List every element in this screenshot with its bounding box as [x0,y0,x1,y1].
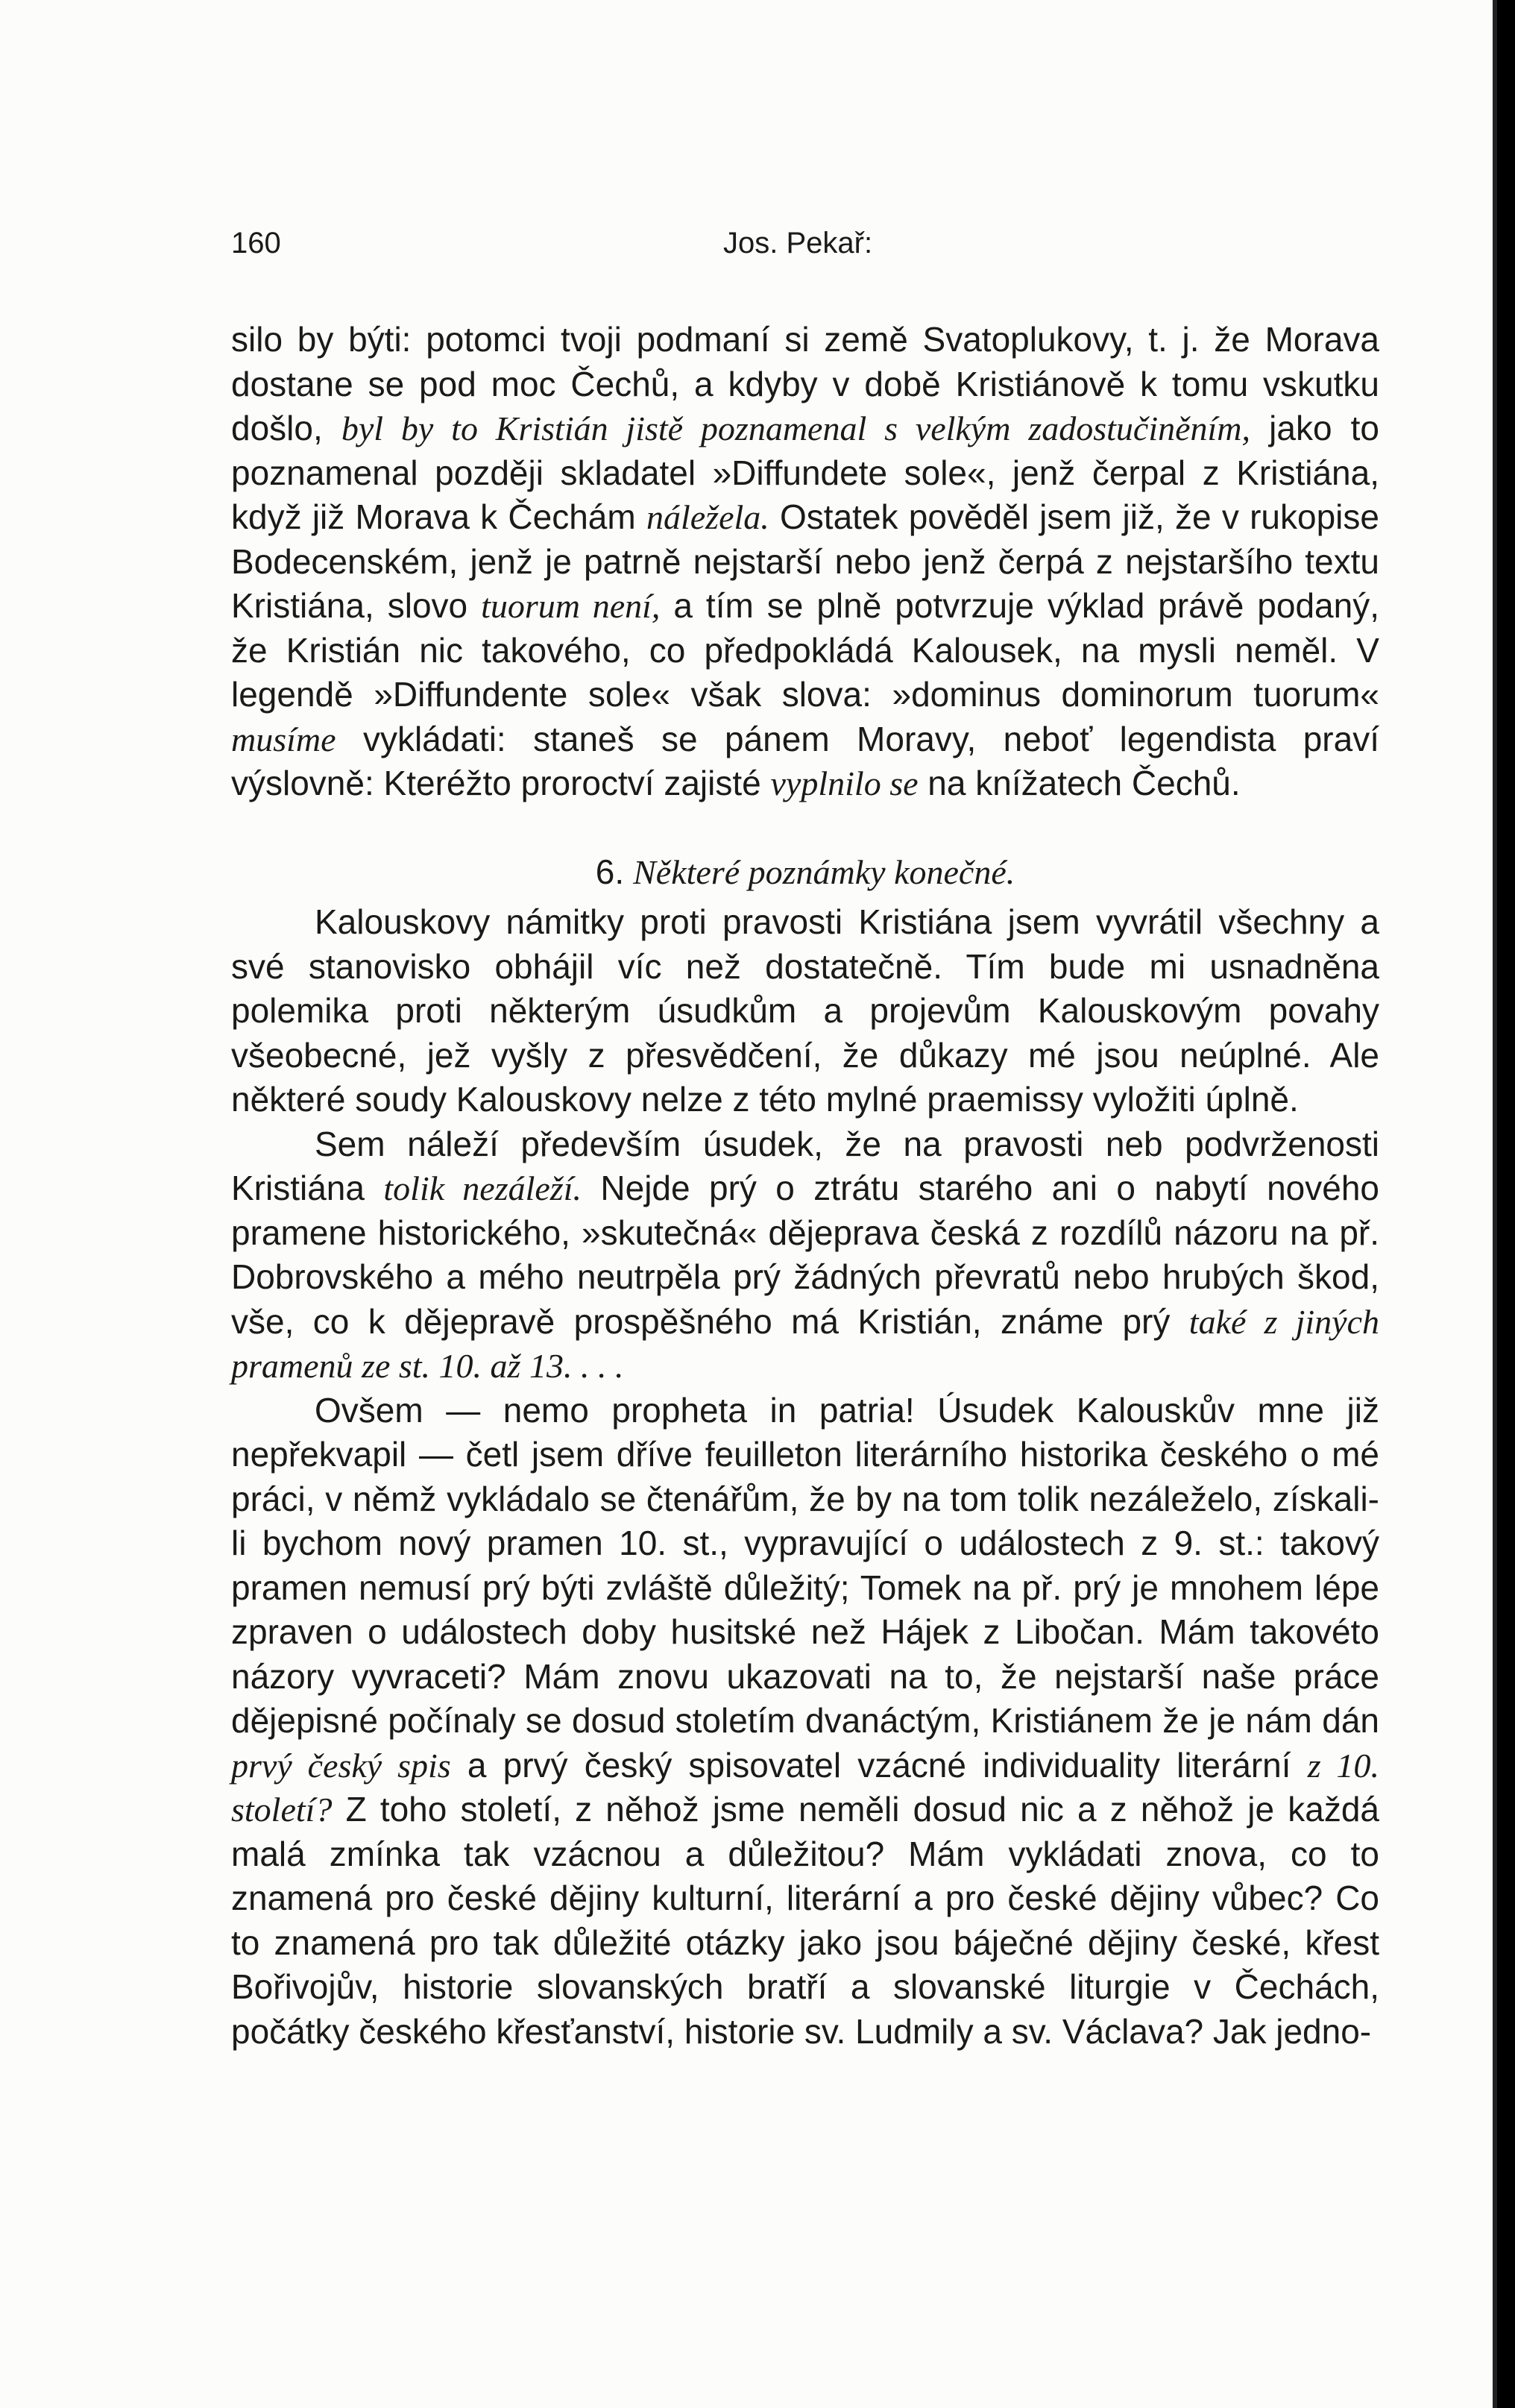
text-run: Kalouskovy námitky proti pravosti Kristiána jsem vyvrátil všechny a své stanovisko obhájil víc než dostatečně. Tím bude mi usnadněna polemika proti některým úsudkům a projevům Kalouskovým povahy všeobecné, jež vyšly z přesvědčení, že důkazy mé jsou neúplné. Ale některé soudy Kalouskovy nelze z této mylné praemissy vyložiti úplně. [231,902,1379,1119]
italic-run: musíme [231,720,336,758]
italic-run: byl by to Kristián jistě poznamenal s velkým zadostučiněním, [341,409,1251,447]
italic-run: náležela. [646,498,769,536]
text-run: Z toho století, z něhož jsme neměli dosud nic a z něhož je každá malá zmínka tak vzácnou a důležitou? Mám vykládati znova, co to znamená pro české dějiny kulturní, literární a pro české dějiny vůbec? Co to znamená pro tak důležité otázky jako jsou báječné dějiny české, křest Bořivojův, historie slovanských bratří a slovanské liturgie v Čechách, počátky českého křesťanství, historie sv. Ludmily a sv. Václava? Jak jedno- [231,1790,1379,2051]
section-number: 6. [595,852,625,891]
running-title: Jos. Pekař: [723,227,873,260]
text-run: na knížatech Čechů. [918,764,1241,802]
text-run: Nejde prý o ztrátu starého ani o nabytí nového pramene historického, »skutečná« dějeprava česká z rozdílů názoru na př. Dobrovského a mého neutrpěla prý žádných převratů nebo hrubých škod, vše, co k dějepravě prospěšného má Kristián, známe prý [231,1169,1379,1341]
paragraph [231,900,1379,1122]
paragraph [231,1389,1379,2055]
italic-run: z 10. století? [231,1746,1380,1829]
running-head [231,227,1379,271]
italic-run: také z jiných pramenů ze st. 10. až 13. . . . [231,1302,1379,1385]
text-run: a tím se plně potvrzuje výklad právě podaný, že Kristián nic takového, co předpokládá Kalousek, na mysli neměl. V legendě »Diffundente sole« však slova: »dominus dominorum tuorum« [231,586,1379,714]
section-heading [231,850,1379,895]
text-block [231,227,1379,2054]
text-run: Ovšem — nemo propheta in patria! Úsudek Kalouskův mne již nepřekvapil — četl jsem dříve feuilleton literárního historika českého o mé práci, v němž vykládalo se čtenářům, že by na tom tolik nezáleželo, získali-li bychom nový pramen 10. st., vypravující o událostech z 9. st.: takový pramen nemusí prý býti zvláště důležitý; Tomek na př. prý je mnohem lépe zpraven o událostech doby husitské než Hájek z Libočan. Mám takovéto názory vyvraceti? Mám znovu ukazovati na to, že nejstarší naše práce dějepisné počínaly se dosud stoletím dvanáctým, Kristiánem že je nám dán [231,1390,1379,1740]
section-title: Některé poznámky konečné. [633,852,1015,891]
text-run: Ostatek pověděl jsem již, že v rukopise Bodecenském, jenž je patrně nejstarší nebo jenž čerpá z nejstaršího textu Kristiána, slovo [231,497,1379,625]
body-text [231,318,1379,2054]
text-run: silo by býti: potomci tvoji podmaní si země Svatoplukovy, t. j. že Morava dostane se pod moc Čechů, a kdyby v době Kristiánově k tomu vskutku došlo, [231,320,1379,447]
paragraph [231,318,1379,806]
italic-run: tolik nezáleží. [383,1169,582,1207]
text-run: jako to poznamenal později skladatel »Diffundete sole«, jenž čerpal z Kristiána, když již Morava k Čechám [231,409,1380,536]
italic-run: prvý český spis [231,1746,451,1785]
italic-run: tuorum není, [481,587,661,625]
page-number: 160 [231,227,281,260]
text-run: Sem náleží především úsudek, že na pravosti neb podvrženosti Kristiána [231,1124,1379,1207]
italic-run: vyplnilo se [770,764,919,802]
text-run: vykládati: staneš se pánem Moravy, neboť legendista praví výslovně: Kteréžto proroctví zajisté [231,719,1379,802]
text-run: a prvý český spisovatel vzácné individuality literární [450,1745,1308,1785]
paragraph [231,1122,1379,1389]
